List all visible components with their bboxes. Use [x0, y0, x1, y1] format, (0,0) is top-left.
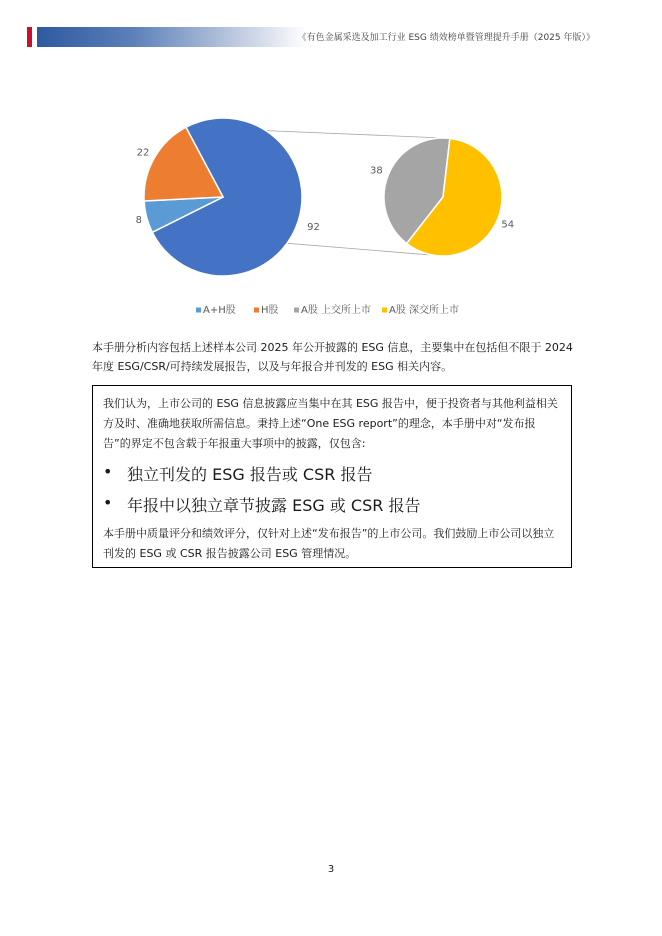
bullet-dot: •: [103, 493, 113, 512]
box-intro: 我们认为，上市公司的 ESG 信息披露应当集中在其 ESG 报告中，便于投资者与其他利益相关方及时、准确地获取所需信息。秉持上述“One ESG report”的理念，本手册中对“发布报告”的界定不包含载于年报重大事项中的披露，仅包含:: [103, 397, 558, 450]
bullet-text: 独立刊发的 ESG 报告或 CSR 报告: [127, 465, 373, 484]
data-label-a-share: 92: [307, 221, 320, 233]
legend-label: A股 上交所上市: [301, 305, 372, 316]
bullet-item: [103, 462, 561, 485]
bullet-text: 年报中以独立章节披露 ESG 或 CSR 报告: [127, 496, 421, 515]
legend-label: A股 深交所上市: [389, 305, 460, 316]
chart-svg: [92, 105, 572, 330]
data-label-ah-share: 8: [135, 215, 143, 227]
data-label-sz-exchange: 54: [501, 219, 515, 231]
header-title: 《有色金属采选及加工行业 ESG 绩效榜单暨管理提升手册（2025 年版）》: [297, 33, 595, 43]
data-label-h-share: 22: [136, 147, 150, 159]
bullet-item: [103, 493, 561, 516]
legend-label: H股: [261, 305, 279, 316]
data-label-sh-exchange: 38: [370, 165, 383, 177]
legend-marker: [196, 308, 201, 313]
definition-box: [92, 385, 572, 568]
legend-marker: [382, 308, 387, 313]
legend-marker: [294, 308, 299, 313]
legend-marker: [254, 308, 259, 313]
page-header: [0, 0, 662, 60]
pie-of-pie-chart: [92, 105, 572, 330]
bullet-dot: •: [103, 462, 113, 481]
intro-paragraph: 本手册分析内容包括上述样本公司 2025 年公开披露的 ESG 信息，主要集中在包括但不限于 2024 年度 ESG/CSR/可持续发展报告，以及与年报合并刊发的 ESG 相关内容。: [92, 341, 573, 373]
legend-label: A+H股: [203, 305, 236, 316]
box-closing: 本手册中质量评分和绩效评分，仅针对上述“发布报告”的上市公司。我们鼓励上市公司以独立刊发的 ESG 或 CSR 报告披露公司 ESG 管理情况。: [103, 527, 555, 560]
header-red-block: [27, 27, 32, 47]
page-number: 3: [327, 864, 335, 875]
header-gradient-bar: [37, 27, 307, 47]
